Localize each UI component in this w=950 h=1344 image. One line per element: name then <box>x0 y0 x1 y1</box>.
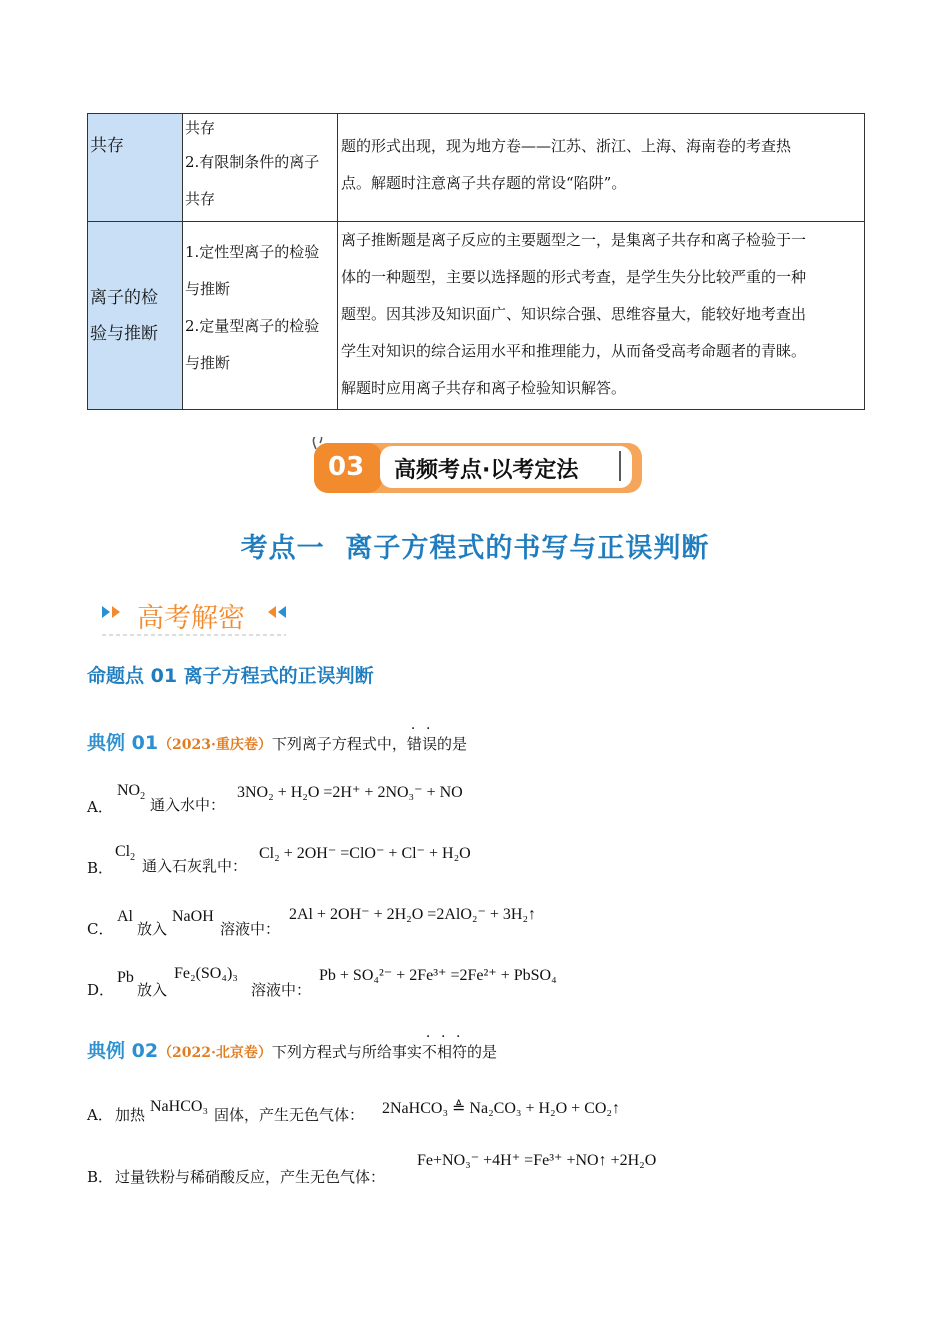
category-text: 共存 <box>90 136 124 156</box>
reagent: Al <box>117 908 133 925</box>
emphasis-char: 不 <box>421 1043 437 1061</box>
table-cell-points <box>183 114 338 222</box>
description-line: 体的一种题型，主要以选择题的形式考查，是学生失分比较严重的一种 <box>341 268 807 286</box>
option-text: 固体，产生无色气体： <box>214 1106 365 1124</box>
equation: Pb + SO₄²⁻ + 2Fe³⁺ =2Fe²⁺ + PbSO₄ <box>319 967 557 984</box>
option-text: 加热 <box>115 1106 146 1124</box>
description-line: 点。解题时注意离子共存题的常设“陷阱”。 <box>341 174 627 192</box>
example-01-stem <box>87 728 467 755</box>
option-letter: B． <box>87 859 114 877</box>
example-label: 典例 01 <box>87 732 159 754</box>
description-line: 离子推断题是离子反应的主要题型之一，是集离子共存和离子检验于一 <box>341 231 807 249</box>
point-line: 与推断 <box>185 354 231 372</box>
emphasis-char: 符 <box>451 1043 467 1061</box>
description-line: 题型。因其涉及知识面广、知识综合强、思维容量大，能较好地考查出 <box>341 305 807 323</box>
equation: 2Al + 2OH⁻ + 2H₂O =2AlO₂⁻ + 3H₂↑ <box>289 906 537 923</box>
equation: 2NaHCO₃ ≜ Na₂CO₃ + H₂O + CO₂↑ <box>382 1100 620 1117</box>
reagent-sub: 2 <box>140 791 146 803</box>
option-letter: A． <box>87 798 113 816</box>
jiemi-text: 高考解密 <box>137 603 245 634</box>
table-cell-description <box>338 114 865 222</box>
equation: Fe+NO₃⁻ +4H⁺ =Fe³⁺ +NO↑ +2H₂O <box>417 1152 657 1169</box>
option-letter: D． <box>87 981 115 999</box>
reagent: NaOH <box>172 908 214 925</box>
point-line: 与推断 <box>185 280 231 298</box>
category-line: 离子的检 <box>90 287 158 308</box>
example-source: （2023·重庆卷） <box>158 737 272 753</box>
table-cell-category <box>88 114 183 222</box>
point-line: 共存 <box>185 119 216 137</box>
reagent: Fe₂(SO₄)₃ <box>174 965 238 982</box>
point-line: 2.定量型离子的检验 <box>185 317 320 335</box>
arrow-right-icon <box>102 606 110 618</box>
condition-text: 通入石灰乳中： <box>142 857 248 875</box>
table-row <box>88 222 865 410</box>
summary-table <box>87 113 865 410</box>
emphasis-char: 相 <box>436 1043 452 1061</box>
point-line: 2.有限制条件的离子 <box>185 153 320 171</box>
option-letter: C． <box>87 920 114 938</box>
description-line: 学生对知识的综合运用水平和推理能力，从而备受高考命题者的青睐。 <box>341 342 807 360</box>
description-line: 题的形式出现，现为地方卷——江苏、浙江、上海、海南卷的考查热 <box>341 137 792 155</box>
stem-text: 的是 <box>466 1043 497 1061</box>
reagent-text: NO <box>117 782 141 799</box>
description-line: 解题时应用离子共存和离子检验知识解答。 <box>341 379 627 397</box>
point-line: 共存 <box>185 190 216 208</box>
badge-number: 03 <box>328 452 365 482</box>
emphasis-char: 错 <box>406 735 422 753</box>
equation: Cl₂ + 2OH⁻ =ClO⁻ + Cl⁻ + H₂O <box>259 845 471 862</box>
reagent: Pb <box>117 969 134 986</box>
reagent <box>115 843 135 863</box>
condition-text: 通入水中： <box>150 796 226 814</box>
reagent <box>117 782 145 802</box>
badge-text: 高频考点·以考定法 <box>394 458 579 483</box>
reagent: NaHCO₃ <box>150 1098 209 1115</box>
arrow-right-icon <box>112 606 120 618</box>
table-cell-category <box>88 222 183 410</box>
example-02-stem <box>87 1036 497 1063</box>
stem-text: 下列离子方程式中， <box>271 735 407 753</box>
condition-text: 溶液中： <box>220 920 281 938</box>
category-line: 验与推断 <box>90 323 158 344</box>
section-badge <box>312 437 644 495</box>
stem-text: 的是 <box>436 735 467 753</box>
reagent-sub: 2 <box>130 852 136 864</box>
subtitle: 命题点 01 离子方程式的正误判断 <box>87 665 374 687</box>
stem-text: 下列方程式与所给事实 <box>271 1043 422 1061</box>
condition-text: 放入 <box>137 920 168 938</box>
example-source: （2022·北京卷） <box>158 1045 272 1061</box>
section-title: 考点一 离子方程式的书写与正误判断 <box>240 533 710 564</box>
option-text: 过量铁粉与稀硝酸反应，产生无色气体： <box>115 1168 386 1186</box>
table-cell-description <box>338 222 865 410</box>
condition-text: 放入 <box>137 981 168 999</box>
equation: 3NO₂ + H₂O =2H⁺ + 2NO₃⁻ + NO <box>237 784 463 801</box>
point-line: 1.定性型离子的检验 <box>185 243 320 261</box>
emphasis-char: 误 <box>421 735 437 753</box>
example-label: 典例 02 <box>87 1040 159 1062</box>
table-row <box>88 114 865 222</box>
reagent-text: Cl <box>115 843 131 860</box>
arrow-left-icon <box>278 606 286 618</box>
option-letter: A． <box>87 1106 113 1124</box>
jiemi-header <box>100 594 290 638</box>
table-cell-points <box>183 222 338 410</box>
arrow-left-icon <box>268 606 276 618</box>
condition-text: 溶液中： <box>251 981 312 999</box>
option-letter: B． <box>87 1168 114 1186</box>
